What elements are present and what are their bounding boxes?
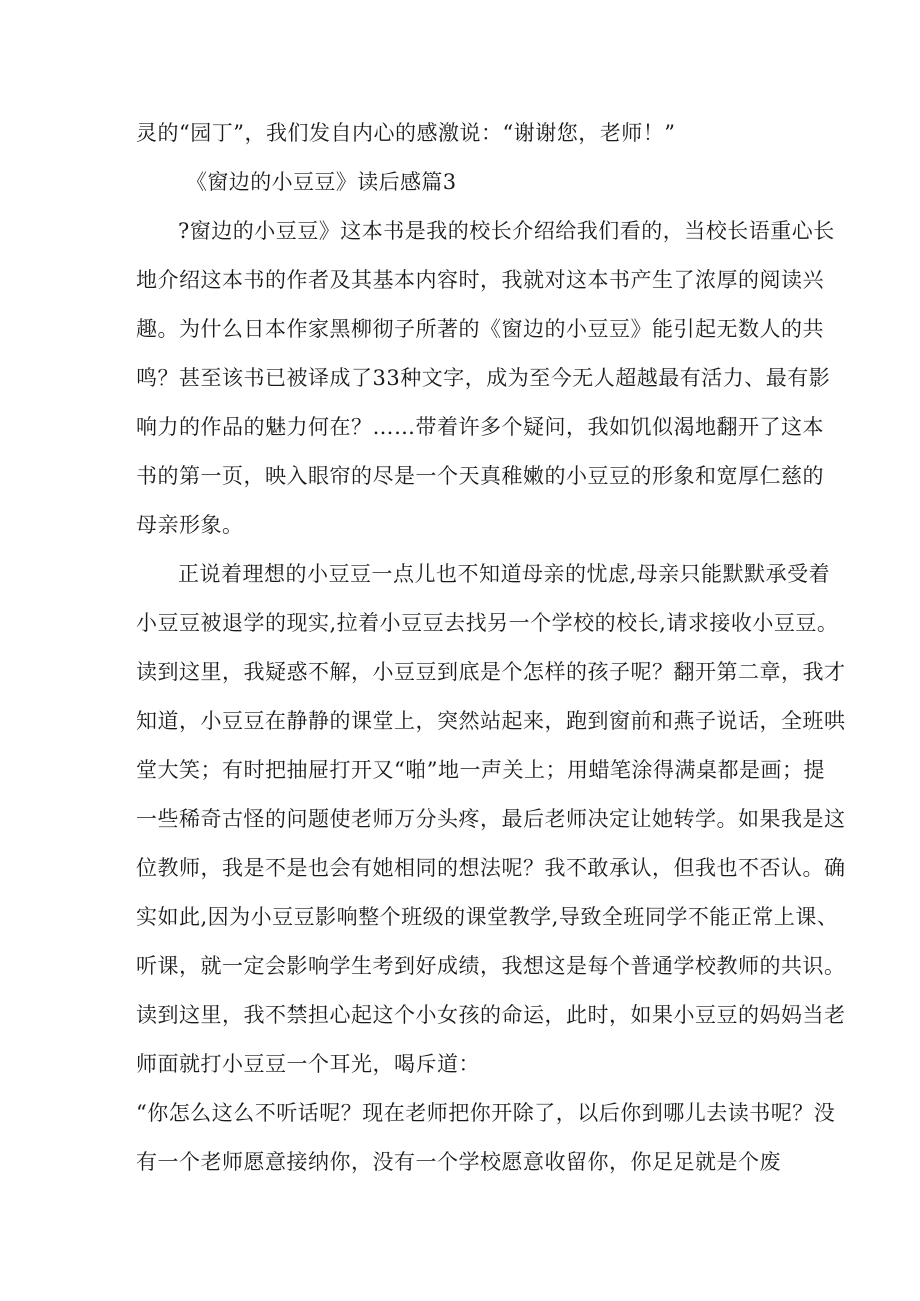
paragraph-line: 师面就打小豆豆一个耳光，喝斥道： xyxy=(136,1052,480,1076)
quote-line: 有一个老师愿意接纳你，没有一个学校愿意收留你，你足足就是个废 xyxy=(136,1150,781,1174)
paragraph-line: 正说着理想的小豆豆一点儿也不知道母亲的忧虑,母亲只能默默承受着 xyxy=(178,562,831,586)
paragraph-line: 堂大笑；有时把抽屉打开又“啪”地一声关上；用蜡笔涂得满桌都是画；提 xyxy=(136,758,825,782)
paragraph-line: 听课，就一定会影响学生考到好成绩，我想这是每个普通学校教师的共识。 xyxy=(136,954,846,978)
quote-line: “你怎么这么不听话呢？现在老师把你开除了，以后你到哪儿去读书呢？没 xyxy=(136,1101,836,1125)
paragraph-line: 小豆豆被退学的现实,拉着小豆豆去找另一个学校的校长,请求接收小豆豆。 xyxy=(136,611,839,635)
paragraph-line: 实如此,因为小豆豆影响整个班级的课堂教学,导致全班同学不能正常上课、 xyxy=(136,905,839,929)
paragraph-line: 趣。为什么日本作家黑柳彻子所著的《窗边的小豆豆》能引起无数人的共 xyxy=(136,317,824,341)
paragraph-line: 位教师，我是不是也会有她相同的想法呢？我不敢承认，但我也不否认。确 xyxy=(136,856,846,880)
paragraph-line: 一些稀奇古怪的问题使老师万分头疼，最后老师决定让她转学。如果我是这 xyxy=(136,807,846,831)
paragraph-line: 知道，小豆豆在静静的课堂上，突然站起来，跑到窗前和燕子说话，全班哄 xyxy=(136,709,846,733)
paragraph-line: 地介绍这本书的作者及其基本内容时，我就对这本书产生了浓厚的阅读兴 xyxy=(136,268,824,292)
paragraph-line: 母亲形象。 xyxy=(136,513,244,537)
paragraph-line: 鸣？甚至该书已被译成了33种文字，成为至今无人超越最有活力、最有影 xyxy=(136,366,831,390)
paragraph-line: ?窗边的小豆豆》这本书是我的校长介绍给我们看的，当校长语重心长 xyxy=(178,219,835,243)
paragraph-line-closing: 灵的“园丁”，我们发自内心的感激说：“谢谢您，老师！” xyxy=(136,121,676,145)
paragraph-line: 读到这里，我不禁担心起这个小女孩的命运，此时，如果小豆豆的妈妈当老 xyxy=(136,1003,846,1027)
paragraph-line: 响力的作品的魅力何在？……带着许多个疑问，我如饥似渴地翻开了这本 xyxy=(136,415,824,439)
paragraph-line: 读到这里，我疑惑不解，小豆豆到底是个怎样的孩子呢？翻开第二章，我才 xyxy=(136,660,846,684)
paragraph-line: 书的第一页，映入眼帘的尽是一个天真稚嫩的小豆豆的形象和宽厚仁慈的 xyxy=(136,464,824,488)
section-title: 《窗边的小豆豆》读后感篇3 xyxy=(186,170,457,194)
